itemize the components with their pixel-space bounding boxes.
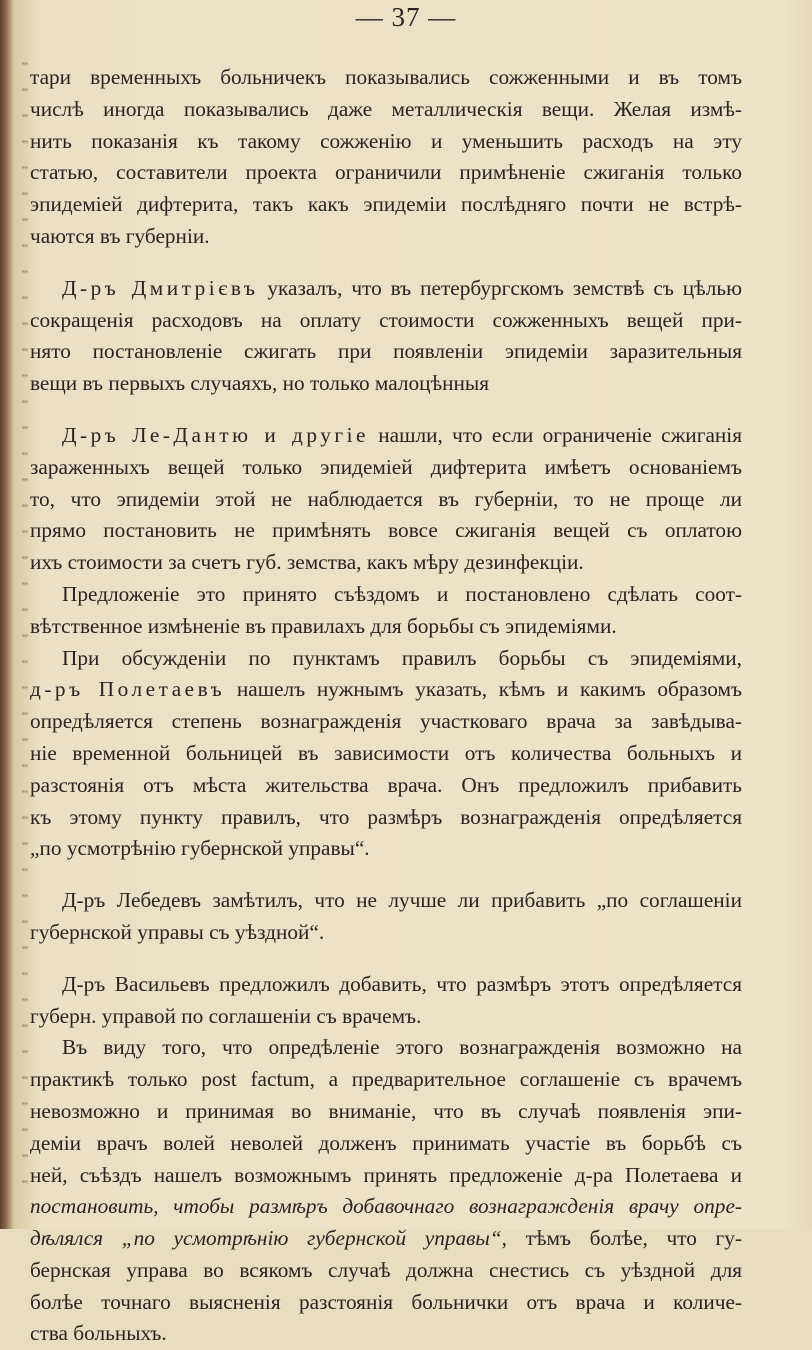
text-line <box>30 420 742 452</box>
text-line: ихъ стоимости за счетъ губ. земства, какъ мѣру дезинфекціи. <box>30 550 584 575</box>
binding-edge <box>22 40 28 1200</box>
text-line: вѣтственное измѣненіе въ правилахъ для борьбы съ эпидеміями. <box>30 613 617 638</box>
text-line: статью, составители проекта ограничили примѣненіе сжиганія только <box>30 160 742 185</box>
speaker-name: д-ръ Полетаевъ <box>30 677 226 702</box>
text-line <box>30 273 742 305</box>
paragraph-1 <box>30 62 742 253</box>
text-line: вещи въ первыхъ случаяхъ, но только малоцѣнныя <box>30 371 490 396</box>
text-line: прямо постановить не примѣнять вовсе сжиганія вещей съ оплатою <box>30 518 742 543</box>
text-line: Предложеніе это принято съѣздомъ и постановлено сдѣлать соот- <box>62 581 742 606</box>
text-line: тари временныхъ больничекъ показывались сожженными и въ томъ <box>30 65 742 89</box>
speaker-name: Д-ръ Дмитрієвъ <box>62 275 259 300</box>
text-line: „по усмотрѣнію губернской управы“. <box>30 836 370 861</box>
text-line: зараженныхъ вещей только эпидеміей дифтерита имѣетъ основаніемъ <box>30 454 742 479</box>
italic-fragment: дѣлялся „по усмотрѣнію губернской управы“ <box>30 1226 502 1251</box>
text-line: сокращенія расходовъ на оплату стоимости сожженныхъ вещей при- <box>30 307 742 332</box>
paragraph-2 <box>30 273 742 400</box>
text-line: Въ виду того, что опредѣленіе этого вознагражденія возможно на <box>62 1035 742 1060</box>
text-line: опредѣляется степень вознагражденія участковаго врача за завѣдыва- <box>30 709 742 734</box>
paragraph-7 <box>30 969 742 1033</box>
text-body <box>30 62 742 1350</box>
text-line <box>30 1223 742 1255</box>
text-line: нить показанія къ такому сожженію и уменьшить расходъ на эту <box>30 128 742 153</box>
text-line <box>30 674 742 706</box>
text-line: деміи врачъ волей неволей долженъ принимать участіе въ борьбѣ съ <box>30 1130 742 1155</box>
paragraph-4 <box>30 579 742 643</box>
paragraph-5 <box>30 643 742 866</box>
text-line: ства больныхъ. <box>30 1321 167 1346</box>
text-line: Д-ръ Васильевъ предложилъ добавить, что размѣръ этотъ опредѣляется <box>62 971 742 996</box>
text-line: бернская управа во всякомъ случаѣ должна снестись съ уѣздной для <box>30 1257 742 1282</box>
paragraph-6 <box>30 885 742 949</box>
text-line: губерн. управой по соглашеніи съ врачемъ. <box>30 1003 422 1028</box>
text-fragment: нашелъ нужнымъ указать, кѣмъ и какимъ образомъ <box>225 677 742 702</box>
text-line: разстоянія отъ мѣста жительства врача. Онъ предложилъ прибавить <box>30 772 742 797</box>
text-fragment: , тѣмъ болѣе, что гу- <box>501 1226 742 1251</box>
text-line: числѣ иногда показывались даже металлическія вещи. Желая измѣ- <box>30 96 742 121</box>
text-line: При обсужденіи по пунктамъ правилъ борьбы съ эпидеміями, <box>62 645 742 670</box>
paragraph-8 <box>30 1032 742 1350</box>
paragraph-3 <box>30 420 742 579</box>
text-line: Д-ръ Лебедевъ замѣтилъ, что не лучше ли прибавить „по соглашеніи <box>62 888 742 913</box>
page-number: — 37 — <box>355 2 457 32</box>
text-line: ніе временной больницей въ зависимости отъ количества больныхъ и <box>30 740 742 765</box>
text-line: практикѣ только post factum, а предварительное соглашеніе съ врачемъ <box>30 1067 742 1092</box>
text-line: эпидеміей дифтерита, такъ какъ эпидеміи послѣдняго почти не встрѣ- <box>30 192 742 217</box>
text-line: то, что эпидеміи этой не наблюдается въ губерніи, то не проще ли <box>30 486 742 511</box>
text-line: невозможно и принимая во вниманіе, что въ случаѣ появленія эпи- <box>30 1098 742 1123</box>
text-line: губернской управы съ уѣздной“. <box>30 919 325 944</box>
italic-text-line: постановить, чтобы размѣръ добавочнаго вознагражденія врачу опре- <box>30 1194 742 1219</box>
text-line: чаются въ губерніи. <box>30 223 210 248</box>
text-line: болѣе точнаго выясненія разстоянія больнички отъ врача и количе- <box>30 1289 742 1314</box>
text-line: нято постановленіе сжигать при появленіи эпидеміи заразительныя <box>30 339 742 364</box>
text-fragment: указалъ, что въ петербургскомъ земствѣ съ цѣлью <box>258 275 742 300</box>
text-line: къ этому пункту правилъ, что размѣръ вознагражденія опредѣляется <box>30 804 742 829</box>
speaker-name: Д-ръ Ле-Дантю и другіе <box>62 422 369 447</box>
text-line: ней, съѣздъ нашелъ возможнымъ принять предложеніе д-ра Полетаева и <box>30 1162 742 1187</box>
text-fragment: нашли, что если ограниченіе сжиганія <box>368 422 743 447</box>
